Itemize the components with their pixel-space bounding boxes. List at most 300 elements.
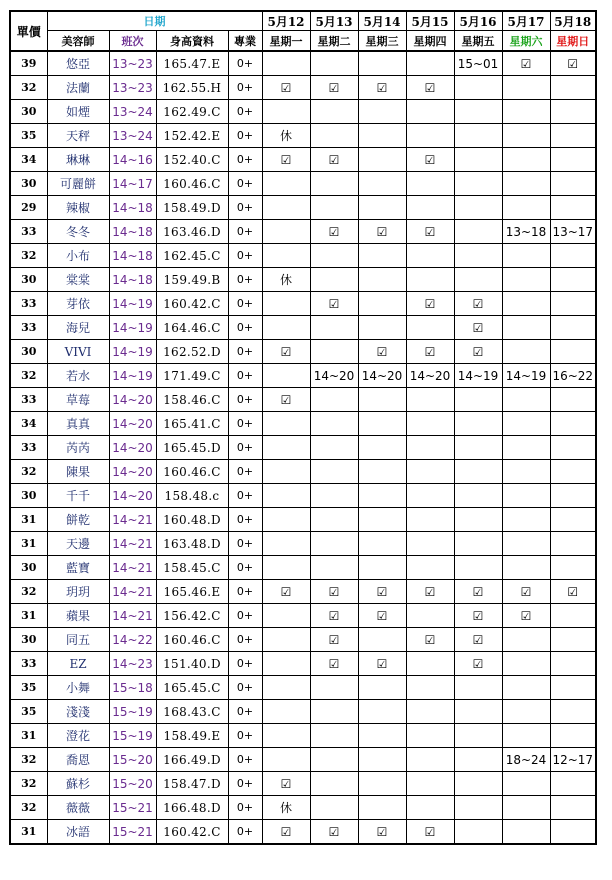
day-cell-5: [502, 676, 550, 700]
day-cell-5: [502, 268, 550, 292]
day-cell-5: [502, 340, 550, 364]
day-cell-5: [502, 652, 550, 676]
day-cell-1: [310, 484, 358, 508]
day-cell-3: [406, 652, 454, 676]
day-cell-4: [454, 268, 502, 292]
shift-cell: 14~19: [109, 316, 156, 340]
table-row: [10, 268, 596, 292]
table-row: [10, 628, 596, 652]
day-cell-4: ☑: [454, 292, 502, 316]
day-cell-3: [406, 532, 454, 556]
skill-cell: 0+: [228, 652, 262, 676]
day-cell-3: ☑: [406, 580, 454, 604]
day-cell-0: [262, 196, 310, 220]
height-data-cell: 160.46.C: [156, 628, 228, 652]
stylist-name-cell: 天秤: [47, 124, 109, 148]
shift-cell: 14~20: [109, 460, 156, 484]
day-cell-3: [406, 412, 454, 436]
price-cell: 30: [10, 556, 47, 580]
stylist-name-cell: 真真: [47, 412, 109, 436]
shift-cell: 15~20: [109, 772, 156, 796]
price-header: 單價: [10, 11, 47, 51]
height-data-cell: 158.49.E: [156, 724, 228, 748]
day-cell-0: [262, 364, 310, 388]
day-cell-4: [454, 484, 502, 508]
day-cell-0: ☑: [262, 340, 310, 364]
table-row: [10, 676, 596, 700]
stylist-name-cell: 冬冬: [47, 220, 109, 244]
day-cell-2: ☑: [358, 220, 406, 244]
day-cell-2: [358, 772, 406, 796]
day-cell-1: [310, 796, 358, 820]
day-cell-2: [358, 292, 406, 316]
skill-cell: 0+: [228, 51, 262, 76]
stylist-name-cell: EZ: [47, 652, 109, 676]
day-cell-5: 13~18: [502, 220, 550, 244]
day-cell-3: [406, 436, 454, 460]
height-data-cell: 159.49.B: [156, 268, 228, 292]
stylist-name-cell: 蘋果: [47, 604, 109, 628]
day-cell-1: [310, 748, 358, 772]
shift-cell: 14~18: [109, 196, 156, 220]
day-cell-4: [454, 700, 502, 724]
shift-cell: 15~18: [109, 676, 156, 700]
day-cell-3: ☑: [406, 76, 454, 100]
day-cell-4: 14~19: [454, 364, 502, 388]
shift-cell: 14~23: [109, 652, 156, 676]
shift-cell: 14~19: [109, 292, 156, 316]
skill-cell: 0+: [228, 772, 262, 796]
stylist-name-cell: 喬恩: [47, 748, 109, 772]
day-cell-2: [358, 700, 406, 724]
day-cell-1: [310, 412, 358, 436]
table-row: [10, 796, 596, 820]
skill-cell: 0+: [228, 796, 262, 820]
height-data-cell: 160.46.C: [156, 172, 228, 196]
shift-cell: 14~20: [109, 484, 156, 508]
skill-cell: 0+: [228, 676, 262, 700]
day-cell-6: [550, 124, 596, 148]
stylist-name-cell: 小舞: [47, 676, 109, 700]
day-cell-3: ☑: [406, 292, 454, 316]
price-cell: 30: [10, 268, 47, 292]
date-header-4: 5月16: [454, 11, 502, 31]
day-cell-4: ☑: [454, 316, 502, 340]
day-cell-0: [262, 436, 310, 460]
stylist-name-cell: 蘇杉: [47, 772, 109, 796]
day-cell-0: [262, 604, 310, 628]
day-cell-3: [406, 196, 454, 220]
day-cell-2: ☑: [358, 604, 406, 628]
day-cell-4: [454, 124, 502, 148]
shift-cell: 15~19: [109, 724, 156, 748]
day-cell-6: [550, 148, 596, 172]
skill-cell: 0+: [228, 172, 262, 196]
day-cell-3: ☑: [406, 628, 454, 652]
day-cell-1: [310, 268, 358, 292]
day-cell-0: [262, 508, 310, 532]
day-cell-5: 14~19: [502, 364, 550, 388]
col-header-height: 身高資料: [156, 31, 228, 52]
height-data-cell: 168.43.C: [156, 700, 228, 724]
shift-cell: 14~21: [109, 604, 156, 628]
table-row: [10, 748, 596, 772]
height-data-cell: 158.46.C: [156, 388, 228, 412]
day-cell-6: ☑: [550, 51, 596, 76]
height-data-cell: 165.45.D: [156, 436, 228, 460]
day-cell-6: [550, 508, 596, 532]
day-cell-1: [310, 532, 358, 556]
price-cell: 32: [10, 364, 47, 388]
day-cell-0: [262, 676, 310, 700]
table-row: [10, 508, 596, 532]
day-cell-5: [502, 76, 550, 100]
price-cell: 34: [10, 412, 47, 436]
height-data-cell: 158.47.D: [156, 772, 228, 796]
day-cell-4: [454, 412, 502, 436]
day-cell-5: [502, 436, 550, 460]
shift-cell: 14~20: [109, 388, 156, 412]
col-header-stylist: 美容師: [47, 31, 109, 52]
weekday-header-5: 星期六: [502, 31, 550, 52]
table-row: [10, 172, 596, 196]
table-row: [10, 316, 596, 340]
day-cell-4: 15~01: [454, 51, 502, 76]
day-cell-2: [358, 100, 406, 124]
day-cell-0: [262, 292, 310, 316]
stylist-name-cell: 法蘭: [47, 76, 109, 100]
skill-cell: 0+: [228, 316, 262, 340]
day-cell-3: [406, 268, 454, 292]
day-cell-2: [358, 676, 406, 700]
day-cell-6: [550, 460, 596, 484]
day-cell-2: [358, 268, 406, 292]
height-data-cell: 152.40.C: [156, 148, 228, 172]
day-cell-0: [262, 172, 310, 196]
skill-cell: 0+: [228, 148, 262, 172]
day-cell-6: [550, 268, 596, 292]
day-cell-1: [310, 508, 358, 532]
day-cell-2: [358, 51, 406, 76]
day-cell-1: ☑: [310, 652, 358, 676]
stylist-name-cell: 淺淺: [47, 700, 109, 724]
stylist-name-cell: 冰語: [47, 820, 109, 845]
day-cell-6: [550, 652, 596, 676]
day-cell-6: [550, 340, 596, 364]
date-header-3: 5月15: [406, 11, 454, 31]
table-row: [10, 604, 596, 628]
day-cell-2: [358, 556, 406, 580]
skill-cell: 0+: [228, 748, 262, 772]
skill-cell: 0+: [228, 820, 262, 845]
day-cell-6: [550, 628, 596, 652]
skill-cell: 0+: [228, 508, 262, 532]
day-cell-2: [358, 484, 406, 508]
table-row: [10, 292, 596, 316]
day-cell-4: [454, 436, 502, 460]
table-row: [10, 652, 596, 676]
stylist-name-cell: 天邊: [47, 532, 109, 556]
day-cell-5: [502, 532, 550, 556]
day-cell-4: ☑: [454, 340, 502, 364]
day-cell-3: ☑: [406, 820, 454, 845]
stylist-name-cell: 澄花: [47, 724, 109, 748]
table-row: [10, 820, 596, 845]
day-cell-0: [262, 532, 310, 556]
day-cell-4: ☑: [454, 628, 502, 652]
day-cell-1: [310, 316, 358, 340]
stylist-name-cell: 千千: [47, 484, 109, 508]
weekday-header-2: 星期三: [358, 31, 406, 52]
day-cell-3: [406, 772, 454, 796]
day-cell-3: [406, 748, 454, 772]
date-header-1: 5月13: [310, 11, 358, 31]
day-cell-2: [358, 724, 406, 748]
shift-cell: 14~21: [109, 580, 156, 604]
shift-cell: 14~18: [109, 244, 156, 268]
day-cell-3: [406, 676, 454, 700]
height-data-cell: 158.49.D: [156, 196, 228, 220]
day-cell-4: [454, 820, 502, 845]
height-data-cell: 165.46.E: [156, 580, 228, 604]
day-cell-3: [406, 51, 454, 76]
shift-cell: 13~23: [109, 76, 156, 100]
day-cell-6: [550, 244, 596, 268]
price-cell: 31: [10, 820, 47, 845]
day-cell-3: ☑: [406, 148, 454, 172]
day-cell-4: [454, 244, 502, 268]
height-data-cell: 162.52.D: [156, 340, 228, 364]
stylist-name-cell: 琳琳: [47, 148, 109, 172]
day-cell-4: [454, 100, 502, 124]
day-cell-5: [502, 100, 550, 124]
day-cell-0: 休: [262, 124, 310, 148]
day-cell-0: ☑: [262, 820, 310, 845]
shift-cell: 15~21: [109, 820, 156, 845]
skill-cell: 0+: [228, 532, 262, 556]
height-data-cell: 165.47.E: [156, 51, 228, 76]
day-cell-4: [454, 148, 502, 172]
day-cell-5: [502, 244, 550, 268]
stylist-name-cell: 如煙: [47, 100, 109, 124]
table-row: [10, 532, 596, 556]
day-cell-3: ☑: [406, 340, 454, 364]
price-cell: 32: [10, 244, 47, 268]
day-cell-2: ☑: [358, 820, 406, 845]
day-cell-1: [310, 51, 358, 76]
day-cell-2: [358, 532, 406, 556]
skill-cell: 0+: [228, 76, 262, 100]
day-cell-3: [406, 172, 454, 196]
skill-cell: 0+: [228, 580, 262, 604]
table-row: [10, 220, 596, 244]
day-cell-3: [406, 484, 454, 508]
day-cell-5: [502, 292, 550, 316]
shift-cell: 14~21: [109, 532, 156, 556]
day-cell-6: [550, 820, 596, 845]
shift-cell: 13~24: [109, 100, 156, 124]
shift-cell: 14~21: [109, 556, 156, 580]
day-cell-4: [454, 508, 502, 532]
day-cell-6: 13~17: [550, 220, 596, 244]
table-row: [10, 772, 596, 796]
price-cell: 39: [10, 51, 47, 76]
skill-cell: 0+: [228, 436, 262, 460]
day-cell-1: ☑: [310, 628, 358, 652]
day-cell-5: 18~24: [502, 748, 550, 772]
table-row: [10, 556, 596, 580]
shift-cell: 14~19: [109, 340, 156, 364]
skill-cell: 0+: [228, 388, 262, 412]
stylist-name-cell: 若水: [47, 364, 109, 388]
day-cell-4: [454, 724, 502, 748]
day-cell-5: [502, 556, 550, 580]
table-row: [10, 196, 596, 220]
day-cell-3: [406, 124, 454, 148]
table-row: [10, 412, 596, 436]
price-cell: 35: [10, 124, 47, 148]
day-cell-6: [550, 100, 596, 124]
shift-cell: 14~20: [109, 412, 156, 436]
day-cell-0: ☑: [262, 580, 310, 604]
day-cell-2: [358, 148, 406, 172]
day-cell-1: ☑: [310, 220, 358, 244]
height-data-cell: 152.42.E: [156, 124, 228, 148]
day-cell-1: ☑: [310, 292, 358, 316]
date-header-2: 5月14: [358, 11, 406, 31]
price-cell: 35: [10, 700, 47, 724]
skill-cell: 0+: [228, 100, 262, 124]
height-data-cell: 160.48.D: [156, 508, 228, 532]
day-cell-1: [310, 700, 358, 724]
day-cell-1: [310, 196, 358, 220]
day-cell-1: [310, 124, 358, 148]
price-cell: 33: [10, 292, 47, 316]
day-cell-6: [550, 484, 596, 508]
height-data-cell: 156.42.C: [156, 604, 228, 628]
height-data-cell: 158.45.C: [156, 556, 228, 580]
price-cell: 29: [10, 196, 47, 220]
day-cell-0: [262, 316, 310, 340]
table-row: [10, 484, 596, 508]
table-row: [10, 340, 596, 364]
day-cell-2: [358, 460, 406, 484]
height-data-cell: 160.46.C: [156, 460, 228, 484]
day-cell-1: [310, 340, 358, 364]
day-cell-3: [406, 604, 454, 628]
shift-cell: 14~19: [109, 364, 156, 388]
table-row: [10, 124, 596, 148]
stylist-name-cell: 陳果: [47, 460, 109, 484]
price-cell: 33: [10, 220, 47, 244]
day-cell-5: [502, 724, 550, 748]
height-data-cell: 160.42.C: [156, 292, 228, 316]
skill-cell: 0+: [228, 484, 262, 508]
price-cell: 35: [10, 676, 47, 700]
day-cell-1: 14~20: [310, 364, 358, 388]
day-cell-0: [262, 412, 310, 436]
skill-cell: 0+: [228, 292, 262, 316]
day-cell-6: [550, 532, 596, 556]
day-cell-2: ☑: [358, 76, 406, 100]
day-cell-2: [358, 196, 406, 220]
day-cell-3: [406, 100, 454, 124]
skill-cell: 0+: [228, 364, 262, 388]
day-cell-3: [406, 796, 454, 820]
height-data-cell: 162.45.C: [156, 244, 228, 268]
day-cell-3: [406, 724, 454, 748]
col-header-skill: 專業: [228, 31, 262, 52]
day-cell-6: [550, 388, 596, 412]
weekday-header-4: 星期五: [454, 31, 502, 52]
shift-cell: 14~18: [109, 268, 156, 292]
day-cell-5: [502, 196, 550, 220]
stylist-name-cell: 悠亞: [47, 51, 109, 76]
day-cell-0: ☑: [262, 388, 310, 412]
table-row: [10, 580, 596, 604]
day-cell-2: ☑: [358, 652, 406, 676]
day-cell-5: [502, 796, 550, 820]
price-cell: 30: [10, 628, 47, 652]
skill-cell: 0+: [228, 460, 262, 484]
day-cell-4: [454, 220, 502, 244]
day-cell-5: [502, 148, 550, 172]
skill-cell: 0+: [228, 724, 262, 748]
day-cell-2: ☑: [358, 340, 406, 364]
day-cell-2: ☑: [358, 580, 406, 604]
skill-cell: 0+: [228, 556, 262, 580]
price-cell: 33: [10, 316, 47, 340]
day-cell-3: [406, 316, 454, 340]
day-cell-2: [358, 388, 406, 412]
day-cell-6: [550, 436, 596, 460]
day-cell-1: [310, 436, 358, 460]
day-cell-1: [310, 388, 358, 412]
day-cell-6: ☑: [550, 580, 596, 604]
skill-cell: 0+: [228, 604, 262, 628]
table-row: [10, 148, 596, 172]
day-cell-6: 12~17: [550, 748, 596, 772]
day-cell-4: ☑: [454, 580, 502, 604]
price-cell: 32: [10, 76, 47, 100]
day-cell-0: [262, 51, 310, 76]
price-cell: 33: [10, 436, 47, 460]
day-cell-4: [454, 460, 502, 484]
skill-cell: 0+: [228, 268, 262, 292]
stylist-name-cell: 藍寶: [47, 556, 109, 580]
table-row: [10, 100, 596, 124]
day-cell-2: [358, 436, 406, 460]
stylist-name-cell: 同五: [47, 628, 109, 652]
shift-cell: 15~20: [109, 748, 156, 772]
day-cell-2: [358, 748, 406, 772]
price-cell: 32: [10, 772, 47, 796]
skill-cell: 0+: [228, 220, 262, 244]
weekday-header-1: 星期二: [310, 31, 358, 52]
day-cell-4: ☑: [454, 652, 502, 676]
stylist-name-cell: 海兒: [47, 316, 109, 340]
day-cell-5: [502, 460, 550, 484]
date-header-5: 5月17: [502, 11, 550, 31]
day-cell-5: [502, 172, 550, 196]
height-data-cell: 165.41.C: [156, 412, 228, 436]
day-cell-0: [262, 100, 310, 124]
stylist-name-cell: 棠棠: [47, 268, 109, 292]
stylist-name-cell: 芽依: [47, 292, 109, 316]
weekday-header-0: 星期一: [262, 31, 310, 52]
day-cell-6: [550, 172, 596, 196]
height-data-cell: 163.46.D: [156, 220, 228, 244]
